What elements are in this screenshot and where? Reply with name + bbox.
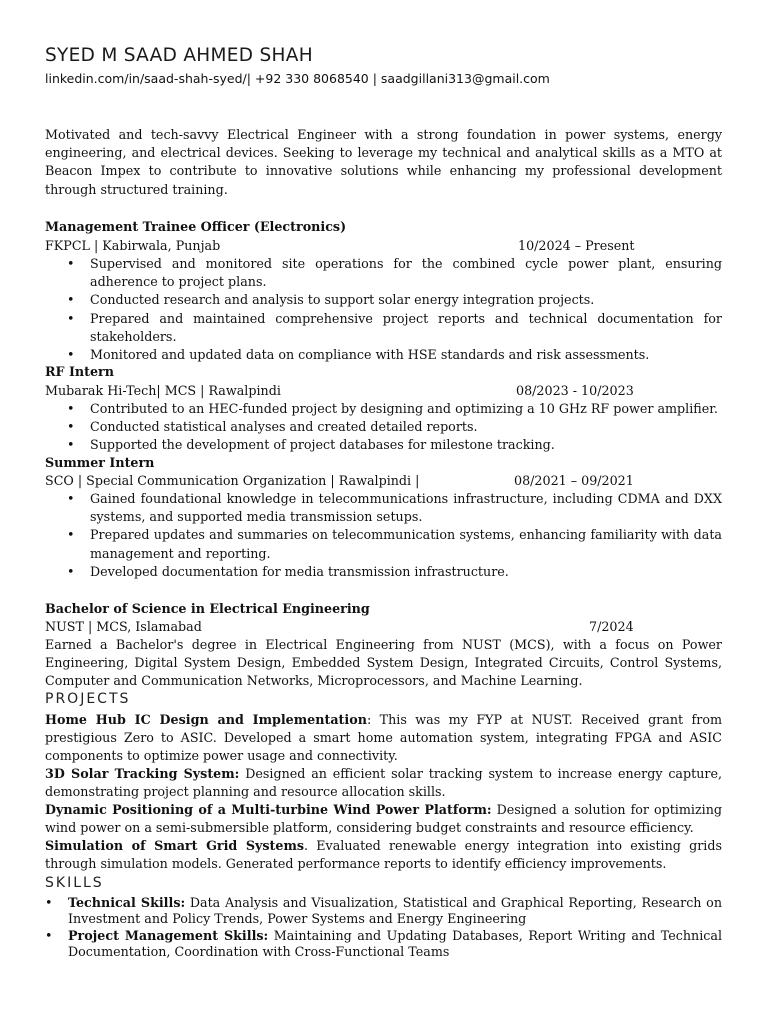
- list-item: [45, 310, 722, 346]
- project-title: Dynamic Positioning of a Multi-turbine Wind Power Platform:: [45, 802, 492, 817]
- bullet-text: Prepared and maintained comprehensive project reports and technical documentation for stakeholders.: [90, 310, 722, 344]
- bullet-text: Gained foundational knowledge in telecommunications infrastructure, including CDMA and DXX systems, and supported media transmission setups.: [90, 491, 722, 525]
- job-dates-2: 08/2023 - 10/2023: [516, 383, 634, 398]
- bullet-icon: •: [67, 527, 75, 543]
- project-title: Home Hub IC Design and Implementation: [45, 712, 367, 727]
- project-separator: .: [304, 838, 317, 853]
- list-item: [45, 418, 722, 436]
- skills-heading: SKILLS: [45, 875, 104, 891]
- project-title: Simulation of Smart Grid Systems: [45, 838, 305, 853]
- project-text: Designed a solution for optimizing wind power on a semi-submersible platform, considering budget constraints and resource efficiency.: [45, 802, 722, 836]
- job-title-3: Summer Intern: [45, 455, 155, 470]
- list-item: [45, 436, 722, 454]
- bullet-text: Conducted statistical analyses and created detailed reports.: [90, 419, 478, 435]
- project-item: [45, 801, 722, 837]
- list-item: [45, 563, 722, 581]
- bullet-text: Contributed to an HEC-funded project by designing and optimizing a 10 GHz RF power amplifier.: [90, 401, 718, 416]
- job-bullets-3: [45, 490, 722, 581]
- contact-line: linkedin.com/in/saad-shah-syed/| +92 330 8068540 | saadgillani313@gmail.com: [45, 71, 550, 86]
- skills-list: [45, 895, 722, 961]
- bullet-icon: •: [45, 928, 53, 943]
- skill-text: Data Analysis and Visualization, Statistical and Graphical Reporting, Research on Investment and Policy Trends, Power Systems and Energy Engineering: [68, 895, 722, 926]
- job-dates-1: 10/2024 – Present: [518, 238, 635, 253]
- list-item: [45, 346, 722, 364]
- bullet-icon: •: [67, 419, 75, 435]
- project-item: [45, 837, 722, 873]
- list-item: [45, 490, 722, 526]
- bullet-icon: •: [45, 895, 53, 910]
- job-bullets-1: [45, 255, 722, 364]
- job-bullets-2: [45, 400, 722, 455]
- education-date: 7/2024: [589, 619, 634, 634]
- bullet-icon: •: [67, 437, 75, 453]
- bullet-icon: •: [67, 491, 75, 506]
- job-title-1: Management Trainee Officer (Electronics): [45, 219, 347, 234]
- bullet-icon: •: [67, 310, 75, 326]
- bullet-text: Supervised and monitored site operations for the combined cycle power plant, ensuring adherence to project plans.: [90, 256, 722, 290]
- list-item: [45, 291, 722, 309]
- education-institution: NUST | MCS, Islamabad: [45, 619, 202, 634]
- project-text: This was my FYP at NUST. Received grant from prestigious Zero to ASIC. Developed a smart home automation system, integrating FPGA and ASIC components to optimize power usage and connectivity.: [45, 712, 722, 764]
- education-degree: Bachelor of Science in Electrical Engineering: [45, 601, 370, 616]
- bullet-icon: •: [67, 401, 75, 416]
- list-item: [45, 400, 722, 418]
- summary-paragraph: Motivated and tech-savvy Electrical Engineer with a strong foundation in power systems, energy engineering, and electrical devices. Seeking to leverage my technical and analytical skills as a MTO at Beacon Impex to contribute to innovative solutions while enhancing my professional development through structured training.: [45, 127, 722, 197]
- project-text: Evaluated renewable energy integration into existing grids through simulation models. Generated performance reports to identify efficiency improvements.: [45, 838, 722, 872]
- job-title-2: RF Intern: [45, 364, 114, 379]
- list-item: [45, 255, 722, 291]
- bullet-text: Prepared updates and summaries on telecommunication systems, enhancing familiarity with data management and reporting.: [90, 527, 722, 561]
- projects-heading: PROJECTS: [45, 691, 131, 707]
- skill-text: Maintaining and Updating Databases, Report Writing and Technical Documentation, Coordination with Cross-Functional Teams: [68, 928, 722, 959]
- job-org-1: FKPCL | Kabirwala, Punjab: [45, 238, 221, 253]
- bullet-text: Supported the development of project databases for milestone tracking.: [90, 437, 555, 453]
- project-separator: :: [366, 712, 380, 727]
- list-item: [45, 928, 722, 959]
- list-item: [45, 526, 722, 562]
- bullet-text: Developed documentation for media transmission infrastructure.: [90, 563, 509, 579]
- bullet-icon: •: [67, 256, 75, 271]
- skill-label: Project Management Skills:: [68, 928, 269, 943]
- education-description: Earned a Bachelor's degree in Electrical Engineering from NUST (MCS), with a focus on Power Engineering, Digital System Design, Embedded System Design, Integrated Circuits, Control Systems, Computer and Communication Networks, Microprocessors, and Machine Learning.: [45, 637, 722, 689]
- project-item: [45, 711, 722, 766]
- bullet-icon: •: [67, 292, 75, 308]
- bullet-text: Monitored and updated data on compliance with HSE standards and risk assessments.: [90, 347, 650, 363]
- job-org-2: Mubarak Hi-Tech| MCS | Rawalpindi: [45, 383, 281, 398]
- bullet-text: Conducted research and analysis to support solar energy integration projects.: [90, 292, 595, 308]
- skill-label: Technical Skills:: [68, 895, 186, 910]
- job-org-3: SCO | Special Communication Organization | Rawalpindi |: [45, 473, 420, 488]
- bullet-icon: •: [67, 347, 75, 363]
- project-text: Designed an efficient solar tracking system to increase energy capture, demonstrating project planning and resource allocation skills.: [45, 766, 722, 800]
- project-item: [45, 765, 722, 801]
- job-dates-3: 08/2021 – 09/2021: [514, 473, 634, 488]
- bullet-icon: •: [67, 563, 75, 579]
- list-item: [45, 895, 722, 926]
- resume-name: SYED M SAAD AHMED SHAH: [45, 45, 313, 66]
- project-title: 3D Solar Tracking System:: [45, 766, 240, 781]
